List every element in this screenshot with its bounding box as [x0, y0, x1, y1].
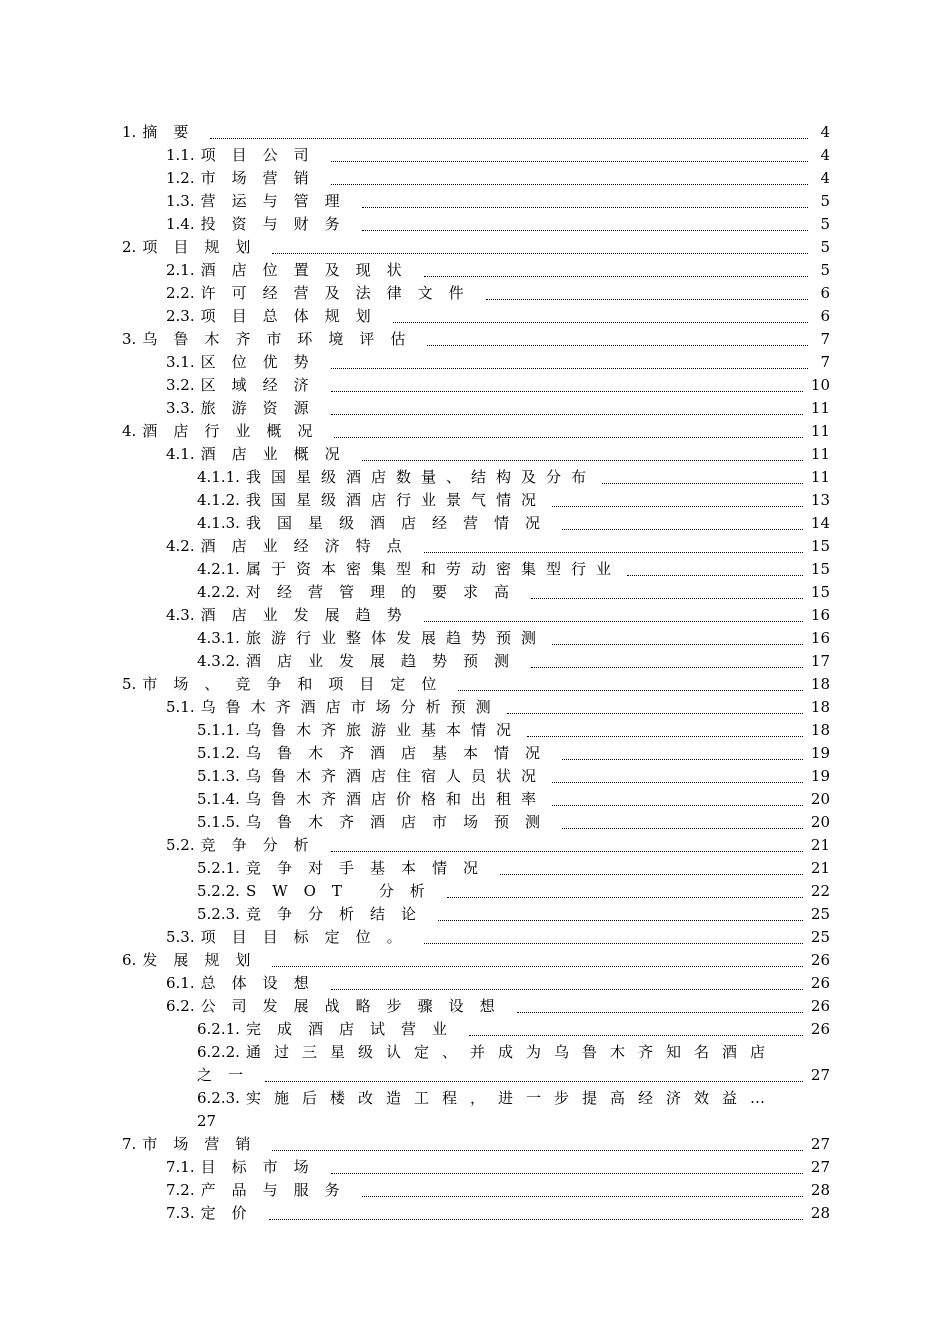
toc-leader-dots: [272, 952, 803, 967]
toc-leader-dots: [272, 1136, 803, 1151]
toc-entry-title: 市场、竞争和项目定位: [142, 675, 453, 693]
toc-entry-title: 乌鲁木齐酒店住宿人员状况: [245, 767, 546, 785]
toc-entry[interactable]: [166, 191, 830, 211]
toc-entry-number: 2.: [122, 238, 137, 256]
toc-entry-number: 6.1.: [166, 974, 195, 992]
toc-leader-dots: [334, 423, 803, 438]
toc-entry-title: 区位优势: [200, 353, 325, 371]
toc-entry[interactable]: [166, 352, 830, 372]
toc-entry[interactable]: [166, 1157, 830, 1177]
toc-entry-number: 6.2.: [166, 997, 195, 1015]
toc-entry-title: 摘要: [142, 123, 205, 141]
toc-entry-page: 17: [810, 652, 830, 670]
toc-entry-number: 4.3.: [166, 606, 195, 624]
toc-leader-dots: [362, 1182, 803, 1197]
toc-entry-number: 6.2.2.: [197, 1043, 240, 1061]
toc-entry[interactable]: [122, 237, 830, 257]
toc-entry[interactable]: [197, 766, 830, 786]
toc-entry[interactable]: [166, 973, 830, 993]
toc-entry-title: 竞争分析结论: [245, 905, 432, 923]
toc-entry-page: 5: [820, 215, 830, 233]
toc-entry-number: 4.1.: [166, 445, 195, 463]
toc-leader-dots: [531, 584, 803, 599]
toc-entry-title: 属于资本密集型和劳动密集型行业: [245, 560, 621, 578]
toc-entry-continuation: [197, 1111, 830, 1131]
toc-leader-dots: [362, 446, 803, 461]
toc-entry-title: 市场营销: [142, 1135, 267, 1153]
toc-entry-page: 21: [810, 836, 830, 854]
toc-entry-page: 7: [820, 353, 830, 371]
toc-entry[interactable]: [166, 1180, 830, 1200]
toc-entry-page: 11: [810, 468, 830, 486]
toc-entry[interactable]: [197, 904, 830, 924]
toc-leader-dots: [486, 285, 808, 300]
toc-entry-title: SWOT 分析: [245, 882, 441, 900]
toc-entry-page: 18: [810, 675, 830, 693]
toc-entry-number: 5.2.3.: [197, 905, 240, 923]
toc-entry[interactable]: [166, 214, 830, 234]
toc-leader-dots: [331, 377, 803, 392]
toc-entry-number: 7.3.: [166, 1204, 195, 1222]
toc-leader-dots: [447, 883, 803, 898]
toc-entry[interactable]: [122, 329, 830, 349]
toc-entry[interactable]: [122, 674, 830, 694]
toc-entry-number: 2.2.: [166, 284, 195, 302]
toc-entry-title: 酒店业发展趋势: [200, 606, 418, 624]
toc-entry-number: 5.2.1.: [197, 859, 240, 877]
toc-entry[interactable]: [166, 536, 830, 556]
toc-entry-page: 26: [810, 974, 830, 992]
toc-entry-number: 7.: [122, 1135, 137, 1153]
toc-entry-title: 酒店业经济特点: [200, 537, 418, 555]
toc-entry-title: 公司发展战略步骤设想: [200, 997, 511, 1015]
toc-entry-title: 酒店业发展趋势预测: [245, 652, 525, 670]
toc-entry-page: 27: [810, 1158, 830, 1176]
toc-entry-page: 28: [810, 1181, 830, 1199]
toc-entry-page: 19: [810, 767, 830, 785]
toc-entry-page: 6: [820, 307, 830, 325]
toc-entry[interactable]: [197, 1019, 830, 1039]
toc-entry-page: 5: [820, 192, 830, 210]
toc-entry-page: 20: [810, 790, 830, 808]
toc-entry-title: 对经营管理的要求高: [245, 583, 525, 601]
toc-entry-title: 我国星级酒店数量、结构及分布: [245, 468, 596, 486]
toc-entry-page: 7: [820, 330, 830, 348]
toc-entry-title: 酒店业概况: [200, 445, 356, 463]
toc-entry-title: 乌鲁木齐市环境评估: [142, 330, 422, 348]
toc-entry-page: 4: [820, 146, 830, 164]
toc-entry[interactable]: [166, 697, 830, 717]
toc-entry[interactable]: [122, 421, 830, 441]
toc-entry-title: 许可经营及法律文件: [200, 284, 480, 302]
toc-entry-page: 28: [810, 1204, 830, 1222]
toc-entry-page: 13: [810, 491, 830, 509]
toc-entry-number: 5.1.1.: [197, 721, 240, 739]
toc-leader-dots: [469, 1021, 803, 1036]
toc-entry-number: 5.1.3.: [197, 767, 240, 785]
toc-entry-number: 5.1.5.: [197, 813, 240, 831]
toc-entry-number: 2.3.: [166, 307, 195, 325]
toc-entry-title: 乌鲁木齐酒店价格和出租率: [245, 790, 546, 808]
toc-entry-number: 4.2.: [166, 537, 195, 555]
toc-entry-number: 1.: [122, 123, 137, 141]
toc-entry-page: 25: [810, 905, 830, 923]
toc-entry-number: 3.3.: [166, 399, 195, 417]
toc-entry-title: 酒店位置及现状: [200, 261, 418, 279]
toc-leader-dots: [393, 308, 808, 323]
toc-entry-title: 发展规划: [142, 951, 267, 969]
toc-entry[interactable]: [197, 559, 830, 579]
toc-entry-number: 4.: [122, 422, 137, 440]
toc-entry-page: 11: [810, 445, 830, 463]
toc-entry-page: 5: [820, 238, 830, 256]
toc-entry[interactable]: [166, 375, 830, 395]
toc-leader-dots: [362, 216, 808, 231]
toc-entry-title: 实施后楼改造工程，进一步提高经济效益…: [245, 1089, 778, 1107]
toc-leader-dots: [562, 814, 803, 829]
toc-leader-dots: [269, 1205, 803, 1220]
toc-entry-title: 产品与服务: [200, 1181, 356, 1199]
toc-entry-page: 6: [820, 284, 830, 302]
toc-leader-dots: [272, 239, 808, 254]
toc-entry-number: 5.1.: [166, 698, 195, 716]
toc-entry[interactable]: [197, 812, 830, 832]
toc-entry-title: 市场营销: [200, 169, 325, 187]
toc-leader-dots: [424, 538, 803, 553]
toc-entry-number: 1.1.: [166, 146, 195, 164]
toc-entry[interactable]: [197, 858, 830, 878]
toc-leader-dots: [331, 400, 803, 415]
toc-entry[interactable]: [166, 398, 830, 418]
toc-entry-number: 4.2.1.: [197, 560, 240, 578]
toc-entry-number: 5.1.2.: [197, 744, 240, 762]
toc-entry-title: 乌鲁木齐旅游业基本情况: [245, 721, 521, 739]
toc-leader-dots: [552, 630, 803, 645]
toc-entry-number: 1.3.: [166, 192, 195, 210]
toc-entry-number: 4.1.1.: [197, 468, 240, 486]
toc-leader-dots: [427, 331, 808, 346]
toc-leader-dots: [517, 998, 803, 1013]
toc-entry-number: 1.4.: [166, 215, 195, 233]
toc-entry-number: 4.3.1.: [197, 629, 240, 647]
toc-entry-title: 乌鲁木齐酒店基本情况: [245, 744, 556, 762]
toc-entry-number: 6.2.1.: [197, 1020, 240, 1038]
toc-entry-number: 4.2.2.: [197, 583, 240, 601]
toc-entry-number: 5.2.: [166, 836, 195, 854]
toc-leader-dots: [331, 147, 808, 162]
toc-entry[interactable]: [197, 628, 830, 648]
toc-leader-dots: [552, 791, 803, 806]
toc-entry-page: 11: [810, 422, 830, 440]
toc-entry-title: 乌鲁木齐酒店市场分析预测: [200, 698, 501, 716]
toc-entry[interactable]: [197, 1042, 778, 1062]
toc-entry-title: 项目总体规划: [200, 307, 387, 325]
toc-entry-number: 5.2.2.: [197, 882, 240, 900]
toc-entry-number: 3.1.: [166, 353, 195, 371]
toc-entry-number: 5.3.: [166, 928, 195, 946]
toc-entry-page: 10: [810, 376, 830, 394]
toc-entry[interactable]: [122, 122, 830, 142]
toc-entry[interactable]: [197, 789, 830, 809]
toc-entry[interactable]: [197, 467, 830, 487]
toc-entry-page: 5: [820, 261, 830, 279]
toc-entry[interactable]: [166, 1203, 830, 1223]
toc-entry-page: 27: [810, 1066, 830, 1084]
toc-entry[interactable]: [166, 605, 830, 625]
toc-entry-page: 15: [810, 583, 830, 601]
toc-entry-page: 16: [810, 606, 830, 624]
toc-entry-title: 项目规划: [142, 238, 267, 256]
toc-entry[interactable]: [166, 306, 830, 326]
toc-entry-title-continued: 之一: [197, 1066, 260, 1084]
toc-entry[interactable]: [197, 881, 830, 901]
toc-entry-number: 7.2.: [166, 1181, 195, 1199]
toc-leader-dots: [562, 745, 803, 760]
toc-leader-dots: [362, 193, 808, 208]
toc-leader-dots: [424, 929, 803, 944]
toc-entry[interactable]: [166, 260, 830, 280]
toc-entry[interactable]: [122, 950, 830, 970]
toc-leader-dots: [500, 860, 803, 875]
toc-leader-dots: [424, 262, 808, 277]
toc-entry[interactable]: [197, 513, 830, 533]
toc-entry[interactable]: [197, 1088, 778, 1108]
toc-entry-page: 27: [810, 1135, 830, 1153]
toc-entry[interactable]: [197, 490, 830, 510]
toc-entry[interactable]: [166, 444, 830, 464]
toc-leader-dots: [331, 975, 803, 990]
toc-entry[interactable]: [166, 927, 830, 947]
toc-leader-dots: [331, 354, 808, 369]
toc-entry-number: 6.: [122, 951, 137, 969]
toc-entry-title: 我国星级酒店经营情况: [245, 514, 556, 532]
toc-entry-number: 1.2.: [166, 169, 195, 187]
toc-leader-dots: [562, 515, 803, 530]
toc-entry-title: 酒店行业概况: [142, 422, 329, 440]
toc-entry-page: 11: [810, 399, 830, 417]
toc-leader-dots: [552, 492, 803, 507]
toc-entry[interactable]: [166, 283, 830, 303]
toc-leader-dots: [602, 469, 803, 484]
toc-leader-dots: [331, 170, 808, 185]
toc-leader-dots: [438, 906, 803, 921]
toc-leader-dots: [531, 653, 803, 668]
toc-entry-title: 旅游行业整体发展趋势预测: [245, 629, 546, 647]
toc-entry-page: 19: [810, 744, 830, 762]
toc-entry-page: 26: [810, 1020, 830, 1038]
toc-entry-title: 我国星级酒店行业景气情况: [245, 491, 546, 509]
toc-entry-page: 16: [810, 629, 830, 647]
toc-entry-title: 定价: [200, 1204, 263, 1222]
toc-entry-title: 乌鲁木齐酒店市场预测: [245, 813, 556, 831]
toc-entry-title: 项目目标定位。: [200, 928, 418, 946]
toc-leader-dots: [331, 837, 803, 852]
toc-entry-page: 14: [810, 514, 830, 532]
toc-entry-title: 营运与管理: [200, 192, 356, 210]
toc-entry-number: 4.1.2.: [197, 491, 240, 509]
toc-entry-title: 通过三星级认定、并成为乌鲁木齐知名酒店: [245, 1043, 778, 1061]
toc-entry-number: 4.1.3.: [197, 514, 240, 532]
toc-entry-title: 旅游资源: [200, 399, 325, 417]
toc-entry-number: 3.2.: [166, 376, 195, 394]
toc-entry-title: 总体设想: [200, 974, 325, 992]
toc-leader-dots: [265, 1067, 803, 1082]
toc-entry-page: 20: [810, 813, 830, 831]
toc-entry[interactable]: [197, 720, 830, 740]
toc-entry-number: 5.1.4.: [197, 790, 240, 808]
toc-entry-title: 目标市场: [200, 1158, 325, 1176]
toc-leader-dots: [458, 676, 803, 691]
toc-entry-page: 4: [820, 123, 830, 141]
toc-entry-page: 25: [810, 928, 830, 946]
toc-entry-number: 4.3.2.: [197, 652, 240, 670]
toc-entry-number: 3.: [122, 330, 137, 348]
toc-entry-page: 27: [197, 1112, 217, 1130]
toc-leader-dots: [527, 722, 803, 737]
toc-entry-title: 竞争分析: [200, 836, 325, 854]
toc-entry[interactable]: [197, 582, 830, 602]
toc-entry-number: 2.1.: [166, 261, 195, 279]
toc-leader-dots: [210, 124, 808, 139]
toc-entry-page: 18: [810, 721, 830, 739]
toc-entry-page: 15: [810, 560, 830, 578]
toc-entry-title: 项目公司: [200, 146, 325, 164]
toc-entry-page: 4: [820, 169, 830, 187]
toc-entry-title: 竞争对手基本情况: [245, 859, 494, 877]
toc-entry-title: 区域经济: [200, 376, 325, 394]
toc-entry[interactable]: [166, 145, 830, 165]
toc-entry-continuation: [197, 1065, 830, 1085]
toc-entry-title: 完成酒店试营业: [245, 1020, 463, 1038]
toc-leader-dots: [552, 768, 803, 783]
toc-entry[interactable]: [197, 743, 830, 763]
toc-entry[interactable]: [122, 1134, 830, 1154]
toc-entry-number: 5.: [122, 675, 137, 693]
toc-entry-page: 22: [810, 882, 830, 900]
toc-leader-dots: [507, 699, 803, 714]
toc-entry-page: 26: [810, 951, 830, 969]
toc-entry[interactable]: [166, 168, 830, 188]
toc-entry[interactable]: [166, 996, 830, 1016]
toc-entry-number: 7.1.: [166, 1158, 195, 1176]
toc-entry-page: 18: [810, 698, 830, 716]
toc-entry[interactable]: [197, 651, 830, 671]
toc-entry-number: 6.2.3.: [197, 1089, 240, 1107]
toc-entry-page: 21: [810, 859, 830, 877]
toc-entry-title: 投资与财务: [200, 215, 356, 233]
toc-entry[interactable]: [166, 835, 830, 855]
toc-entry-page: 15: [810, 537, 830, 555]
toc-entry-page: 26: [810, 997, 830, 1015]
toc-leader-dots: [627, 561, 803, 576]
toc-leader-dots: [424, 607, 803, 622]
toc-leader-dots: [331, 1159, 803, 1174]
